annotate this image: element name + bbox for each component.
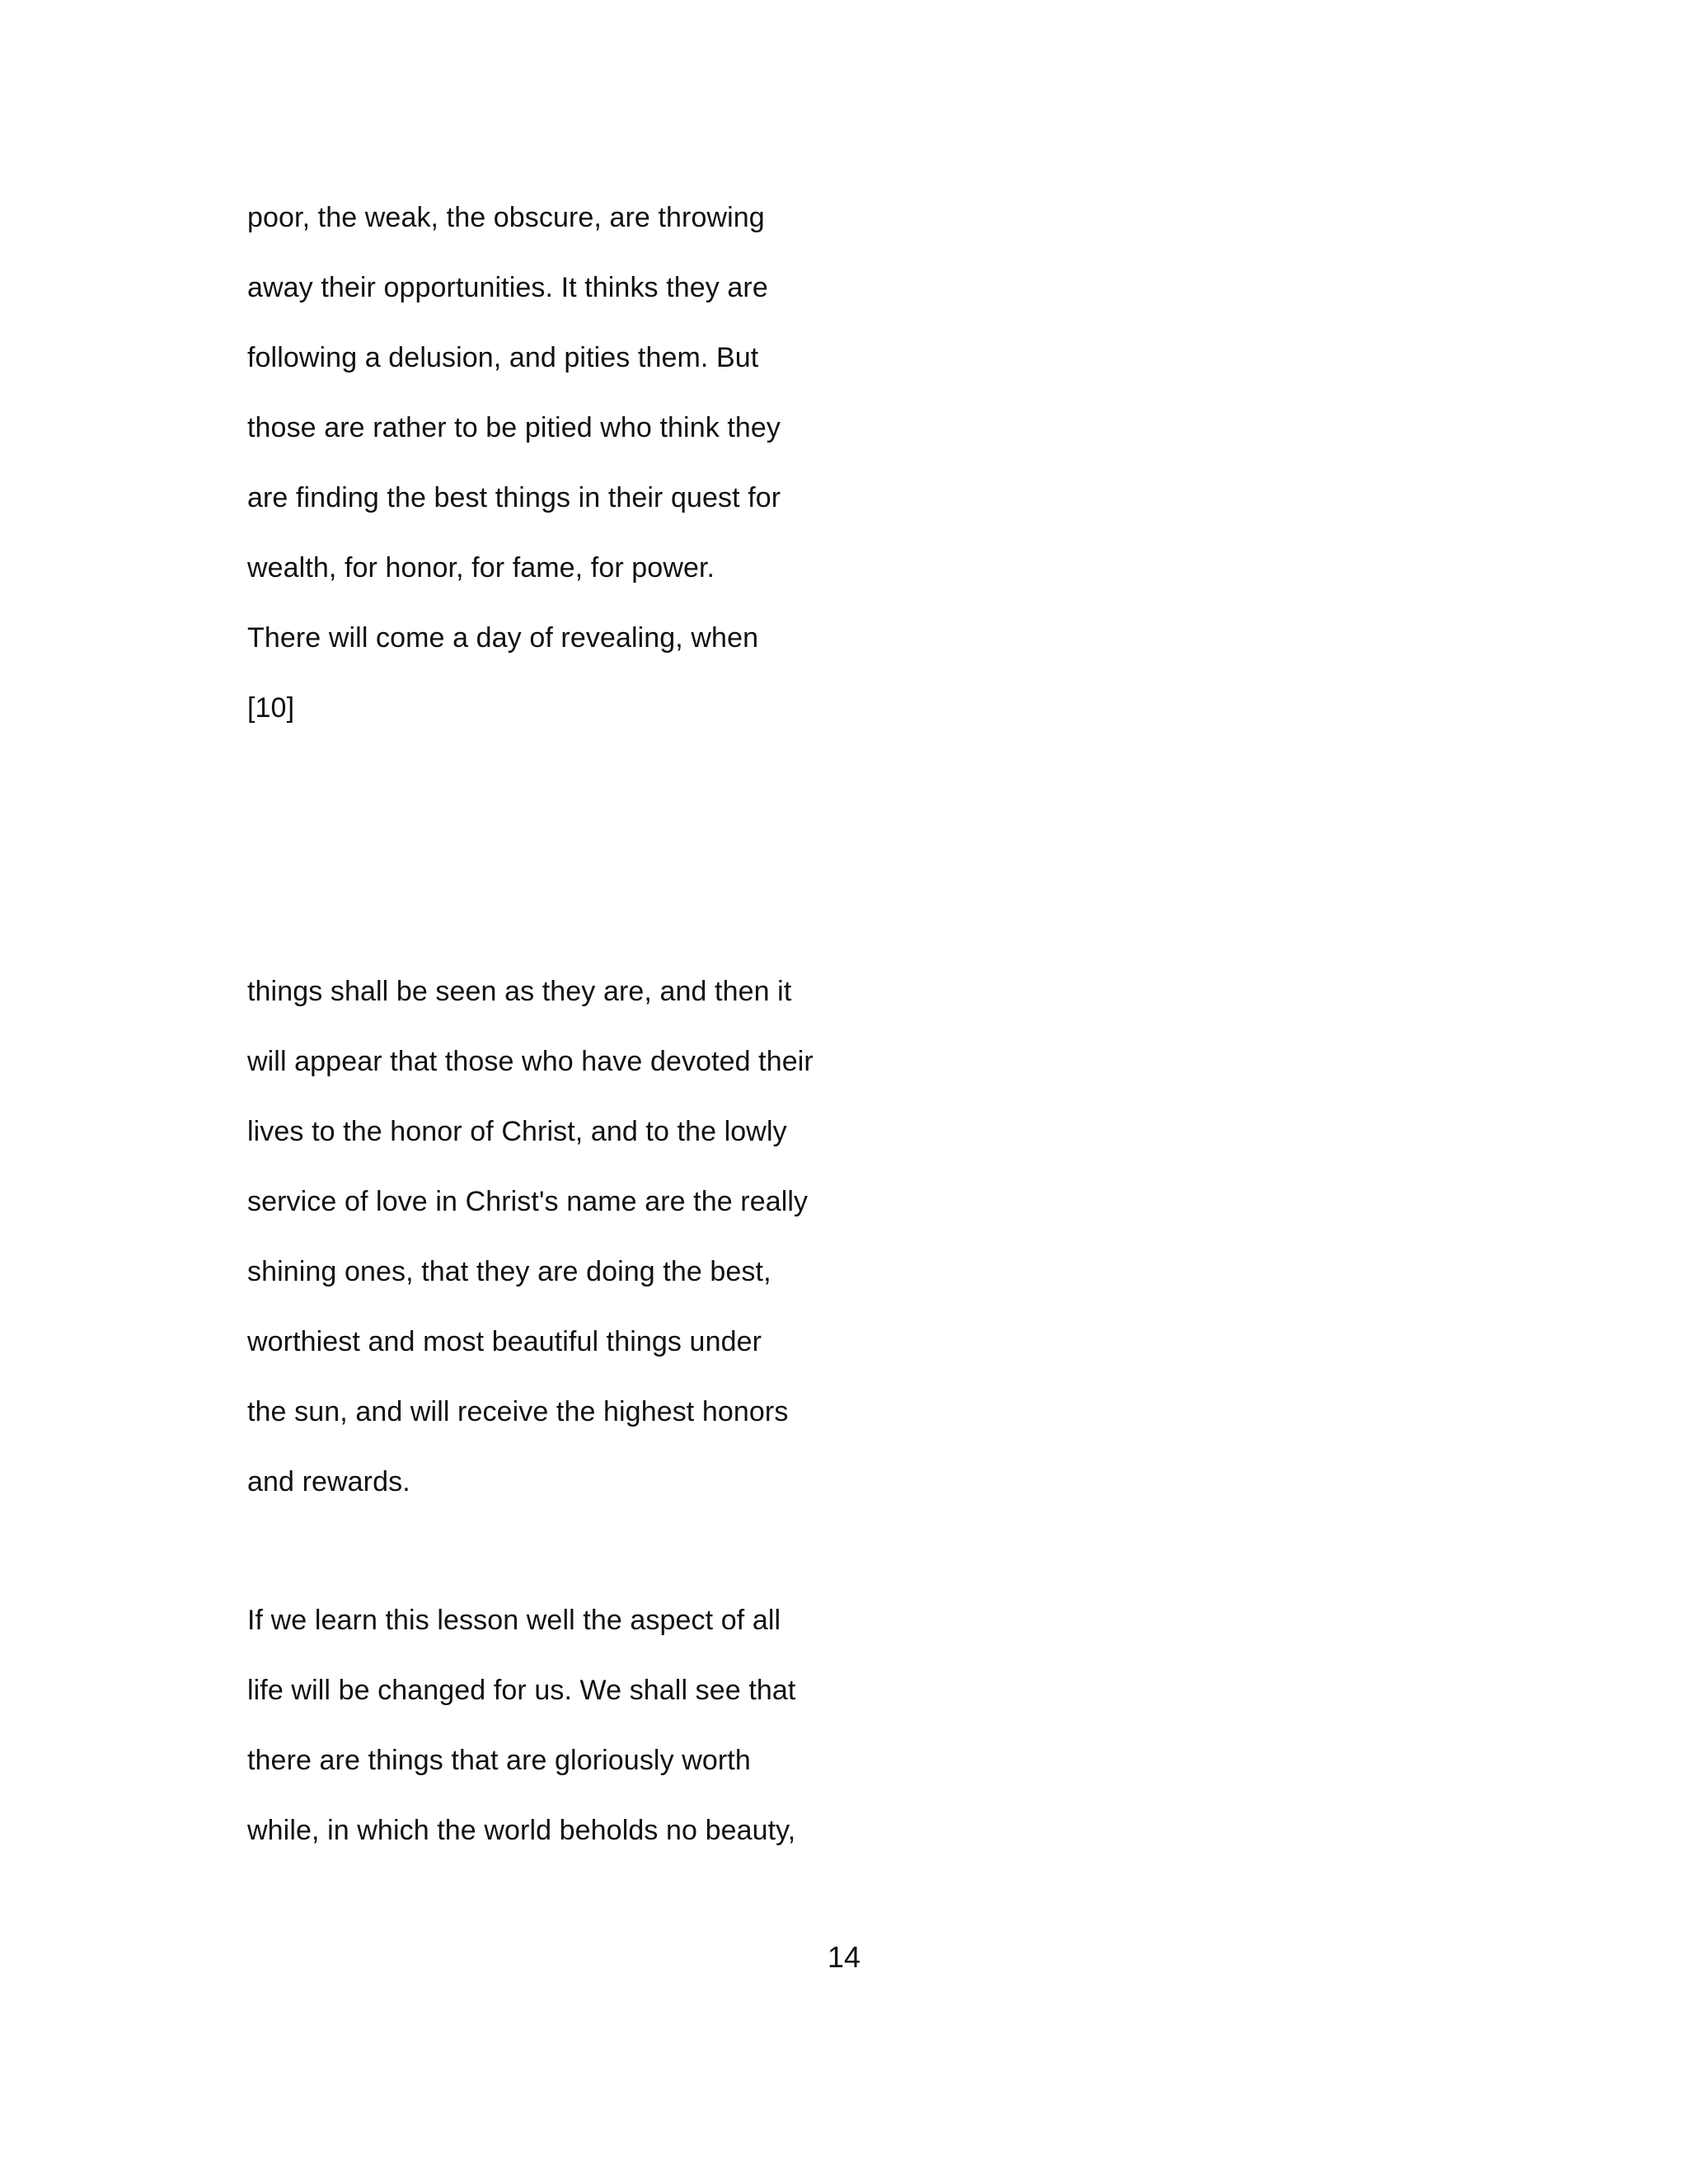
text-line: There will come a day of revealing, when xyxy=(247,622,759,654)
text-line: worthiest and most beautiful things under xyxy=(247,1326,762,1357)
text-line: there are things that are gloriously worth xyxy=(247,1745,751,1776)
text-line: If we learn this lesson well the aspect of all xyxy=(247,1605,781,1636)
text-line: poor, the weak, the obscure, are throwing xyxy=(247,202,765,233)
text-line: those are rather to be pitied who think they xyxy=(247,412,781,443)
page-number: 14 xyxy=(827,1940,861,1974)
text-line: will appear that those who have devoted their xyxy=(247,1046,814,1077)
text-line: and rewards. xyxy=(247,1466,410,1497)
text-line: the sun, and will receive the highest honors xyxy=(247,1396,789,1427)
source-page-marker: [10] xyxy=(247,692,295,724)
text-line: following a delusion, and pities them. But xyxy=(247,342,759,373)
paragraph-2 xyxy=(247,957,1484,1517)
text-line: service of love in Christ's name are the really xyxy=(247,1186,809,1217)
text-line: things shall be seen as they are, and then it xyxy=(247,976,792,1007)
text-line: lives to the honor of Christ, and to the lowly xyxy=(247,1116,787,1147)
paragraph-1 xyxy=(247,183,1484,743)
text-line: wealth, for honor, for fame, for power. xyxy=(247,552,715,583)
text-line: while, in which the world beholds no beauty, xyxy=(247,1815,796,1846)
paragraph-3 xyxy=(247,1586,1484,1866)
text-line: are finding the best things in their quest for xyxy=(247,482,781,513)
text-line: life will be changed for us. We shall see that xyxy=(247,1675,796,1706)
text-line: away their opportunities. It thinks they are xyxy=(247,272,768,303)
text-line: shining ones, that they are doing the best, xyxy=(247,1256,771,1287)
